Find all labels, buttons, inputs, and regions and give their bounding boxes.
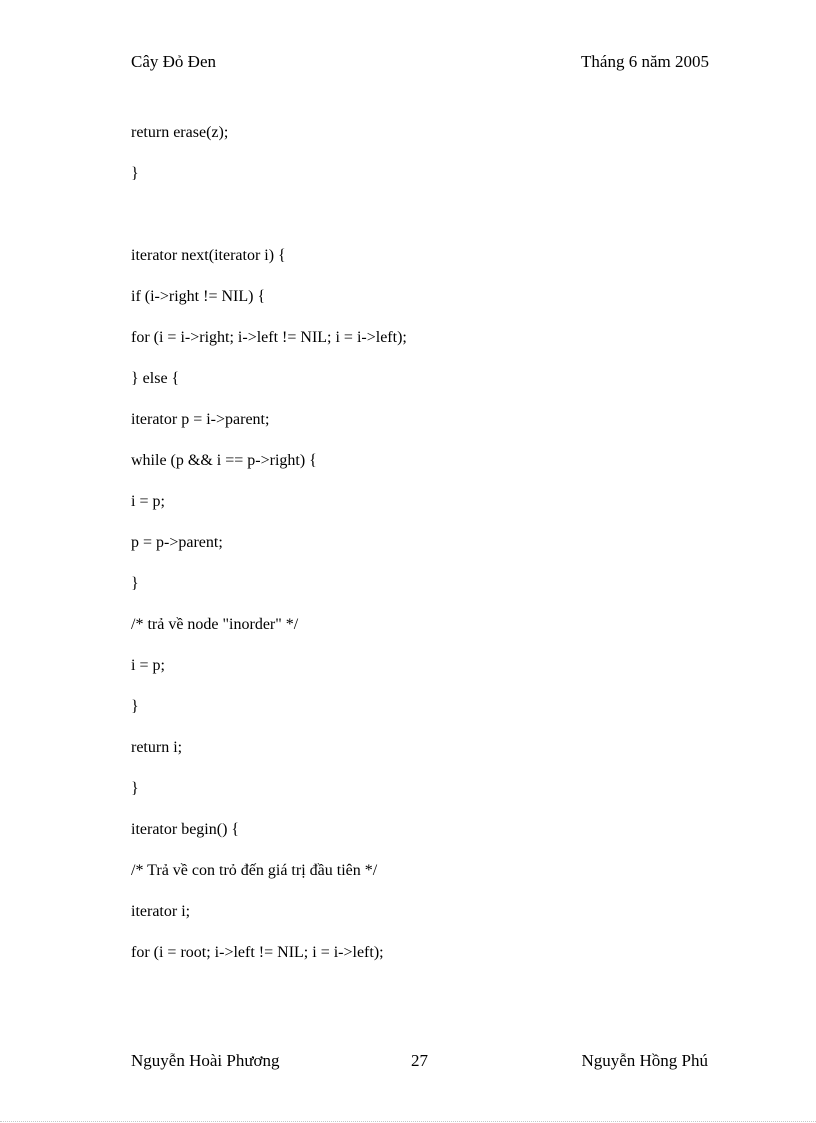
code-line: p = p->parent; xyxy=(131,534,223,551)
code-line: i = p; xyxy=(131,493,165,510)
page-number: 27 xyxy=(411,1051,428,1070)
footer-author-left: Nguyễn Hoài Phương xyxy=(131,1051,280,1070)
code-comment-line: /* trả về node "inorder" */ xyxy=(131,616,299,633)
code-line: for (i = root; i->left != NIL; i = i->left); xyxy=(131,944,384,961)
code-line xyxy=(131,194,731,235)
code-line: } xyxy=(131,165,139,182)
code-line: } xyxy=(131,575,139,592)
page-bottom-divider xyxy=(0,1121,816,1122)
code-line: } xyxy=(131,780,139,797)
code-line: while (p && i == p->right) { xyxy=(131,452,317,469)
code-line: return erase(z); xyxy=(131,124,229,141)
code-line: iterator next(iterator i) { xyxy=(131,247,286,264)
code-block xyxy=(131,112,731,973)
footer-author-right: Nguyễn Hồng Phú xyxy=(581,1051,708,1070)
code-line: } xyxy=(131,698,139,715)
header-title: Cây Đỏ Đen xyxy=(131,52,216,71)
header-date: Tháng 6 năm 2005 xyxy=(581,52,709,71)
code-comment-line: /* Trả về con trỏ đến giá trị đầu tiên */ xyxy=(131,862,378,879)
code-line: iterator p = i->parent; xyxy=(131,411,270,428)
code-line: iterator begin() { xyxy=(131,821,240,838)
code-line: if (i->right != NIL) { xyxy=(131,288,266,305)
code-line: return i; xyxy=(131,739,183,756)
code-line: iterator i; xyxy=(131,903,191,920)
code-line: } else { xyxy=(131,370,180,387)
code-line: for (i = i->right; i->left != NIL; i = i->left); xyxy=(131,329,407,346)
code-line: i = p; xyxy=(131,657,165,674)
